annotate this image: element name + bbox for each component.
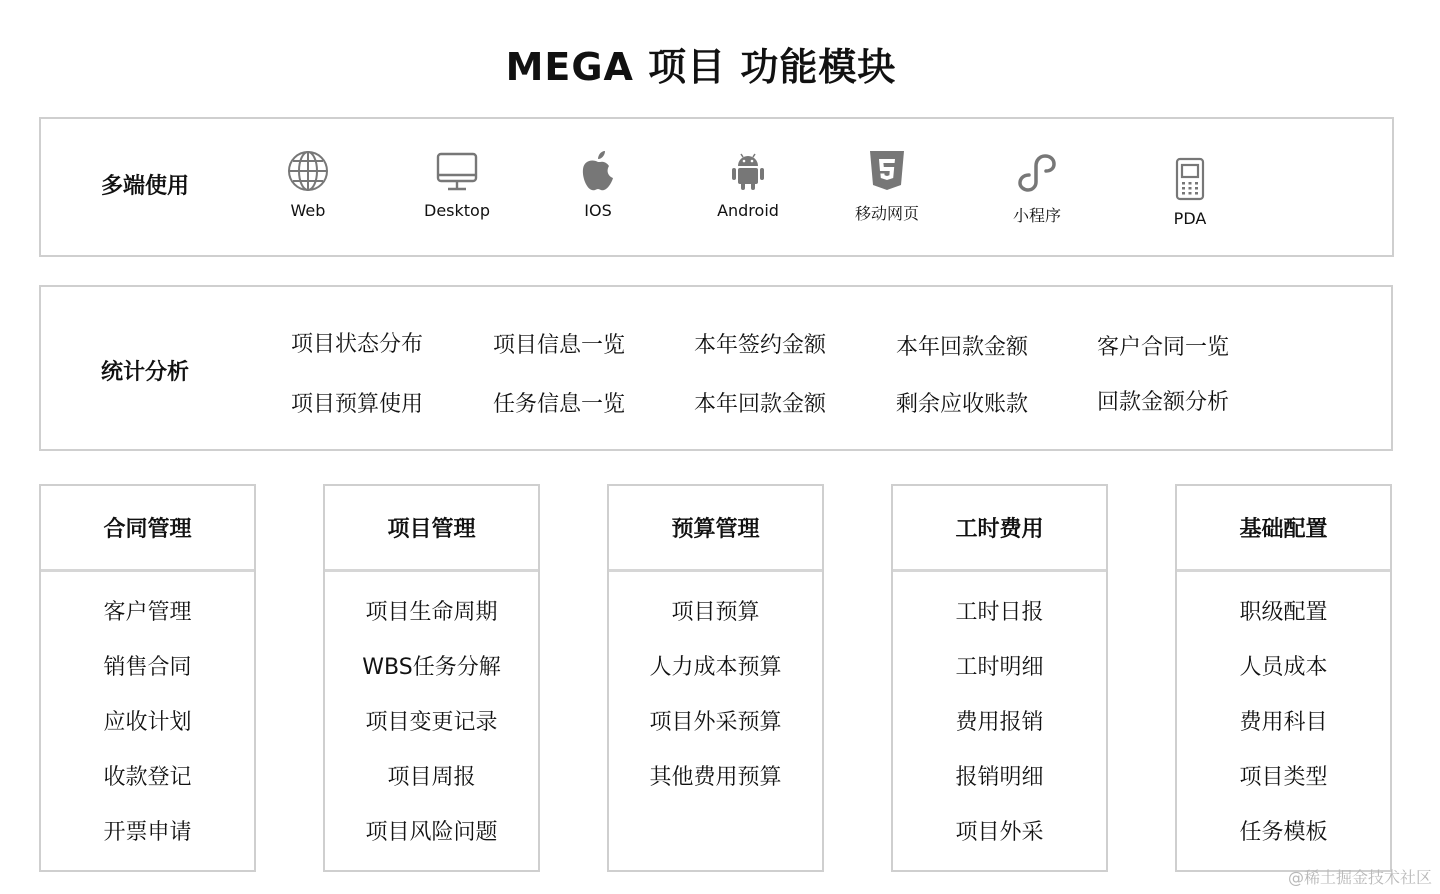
stat-item: 客户合同一览 — [1097, 335, 1230, 360]
platform-android — [683, 151, 813, 220]
module-item: 人力成本预算 — [649, 655, 782, 680]
platform-label: PDA — [1173, 209, 1207, 228]
html5-icon — [867, 149, 907, 193]
module-item: 项目类型 — [1239, 765, 1328, 790]
platform-mini-program — [972, 151, 1102, 226]
stat-item: 项目状态分布 — [291, 332, 424, 357]
module-item: 费用科目 — [1239, 710, 1328, 735]
stats-label: 统计分析 — [101, 360, 190, 385]
watermark: @稀土掘金技术社区 — [1287, 868, 1432, 887]
module-item: 工时日报 — [955, 600, 1044, 625]
module-title: 项目管理 — [325, 486, 538, 572]
platform-pda — [1125, 157, 1255, 228]
platform-label: Web — [290, 201, 326, 220]
module-title: 预算管理 — [609, 486, 822, 572]
module-item: 项目预算 — [671, 600, 760, 625]
module-item: 应收计划 — [103, 710, 192, 735]
module-budget-management — [607, 484, 824, 872]
module-contract-management — [39, 484, 256, 872]
globe-icon — [286, 149, 330, 193]
stat-item: 项目信息一览 — [493, 333, 626, 358]
stat-item: 任务信息一览 — [493, 392, 626, 417]
module-item: 其他费用预算 — [649, 765, 782, 790]
module-project-management — [323, 484, 540, 872]
platform-label: Android — [717, 201, 779, 220]
pda-device-icon — [1173, 157, 1207, 201]
platform-desktop — [392, 151, 522, 220]
module-basic-config — [1175, 484, 1392, 872]
stat-item: 本年签约金额 — [694, 333, 827, 358]
platform-mobile-web — [822, 149, 952, 224]
platforms-panel — [39, 117, 1394, 257]
platform-web — [243, 149, 373, 220]
module-item: 费用报销 — [955, 710, 1044, 735]
apple-icon — [578, 149, 618, 193]
module-item: 人员成本 — [1239, 655, 1328, 680]
module-item: 报销明细 — [955, 765, 1044, 790]
module-item: 项目周报 — [387, 765, 476, 790]
module-timesheet-expenses — [891, 484, 1108, 872]
module-title: 工时费用 — [893, 486, 1106, 572]
module-item: 工时明细 — [955, 655, 1044, 680]
module-title: 基础配置 — [1177, 486, 1390, 572]
module-items — [41, 572, 254, 869]
stat-item: 回款金额分析 — [1097, 390, 1230, 415]
platform-label: Desktop — [424, 201, 490, 220]
platform-label: IOS — [584, 201, 612, 220]
module-item: 任务模板 — [1239, 820, 1328, 845]
module-title: 合同管理 — [41, 486, 254, 572]
module-items — [893, 572, 1106, 869]
stat-item: 本年回款金额 — [694, 392, 827, 417]
monitor-icon — [435, 151, 479, 193]
stats-panel — [39, 285, 1393, 451]
module-item: 项目生命周期 — [365, 600, 498, 625]
module-items — [1177, 572, 1390, 869]
mini-program-icon — [1015, 151, 1059, 195]
module-items — [325, 572, 538, 869]
android-icon — [728, 151, 768, 193]
stat-item: 项目预算使用 — [291, 392, 424, 417]
platform-ios — [533, 149, 663, 220]
module-item: 项目外采预算 — [649, 710, 782, 735]
module-item: 客户管理 — [103, 600, 192, 625]
module-item: 开票申请 — [103, 820, 192, 845]
module-item: 收款登记 — [103, 765, 192, 790]
module-item: WBS任务分解 — [362, 655, 501, 680]
stat-item: 剩余应收账款 — [896, 392, 1029, 417]
module-item: 职级配置 — [1239, 600, 1328, 625]
stat-item: 本年回款金额 — [896, 335, 1029, 360]
platform-label: 移动网页 — [854, 204, 919, 223]
diagram-title: MEGA 项目 功能模块 — [505, 45, 897, 89]
module-items — [609, 572, 822, 814]
platform-label: 小程序 — [1012, 206, 1061, 225]
module-item: 项目变更记录 — [365, 710, 498, 735]
platforms-label: 多端使用 — [101, 174, 190, 199]
module-item: 项目外采 — [955, 820, 1044, 845]
module-item: 项目风险问题 — [365, 820, 498, 845]
module-item: 销售合同 — [103, 655, 192, 680]
